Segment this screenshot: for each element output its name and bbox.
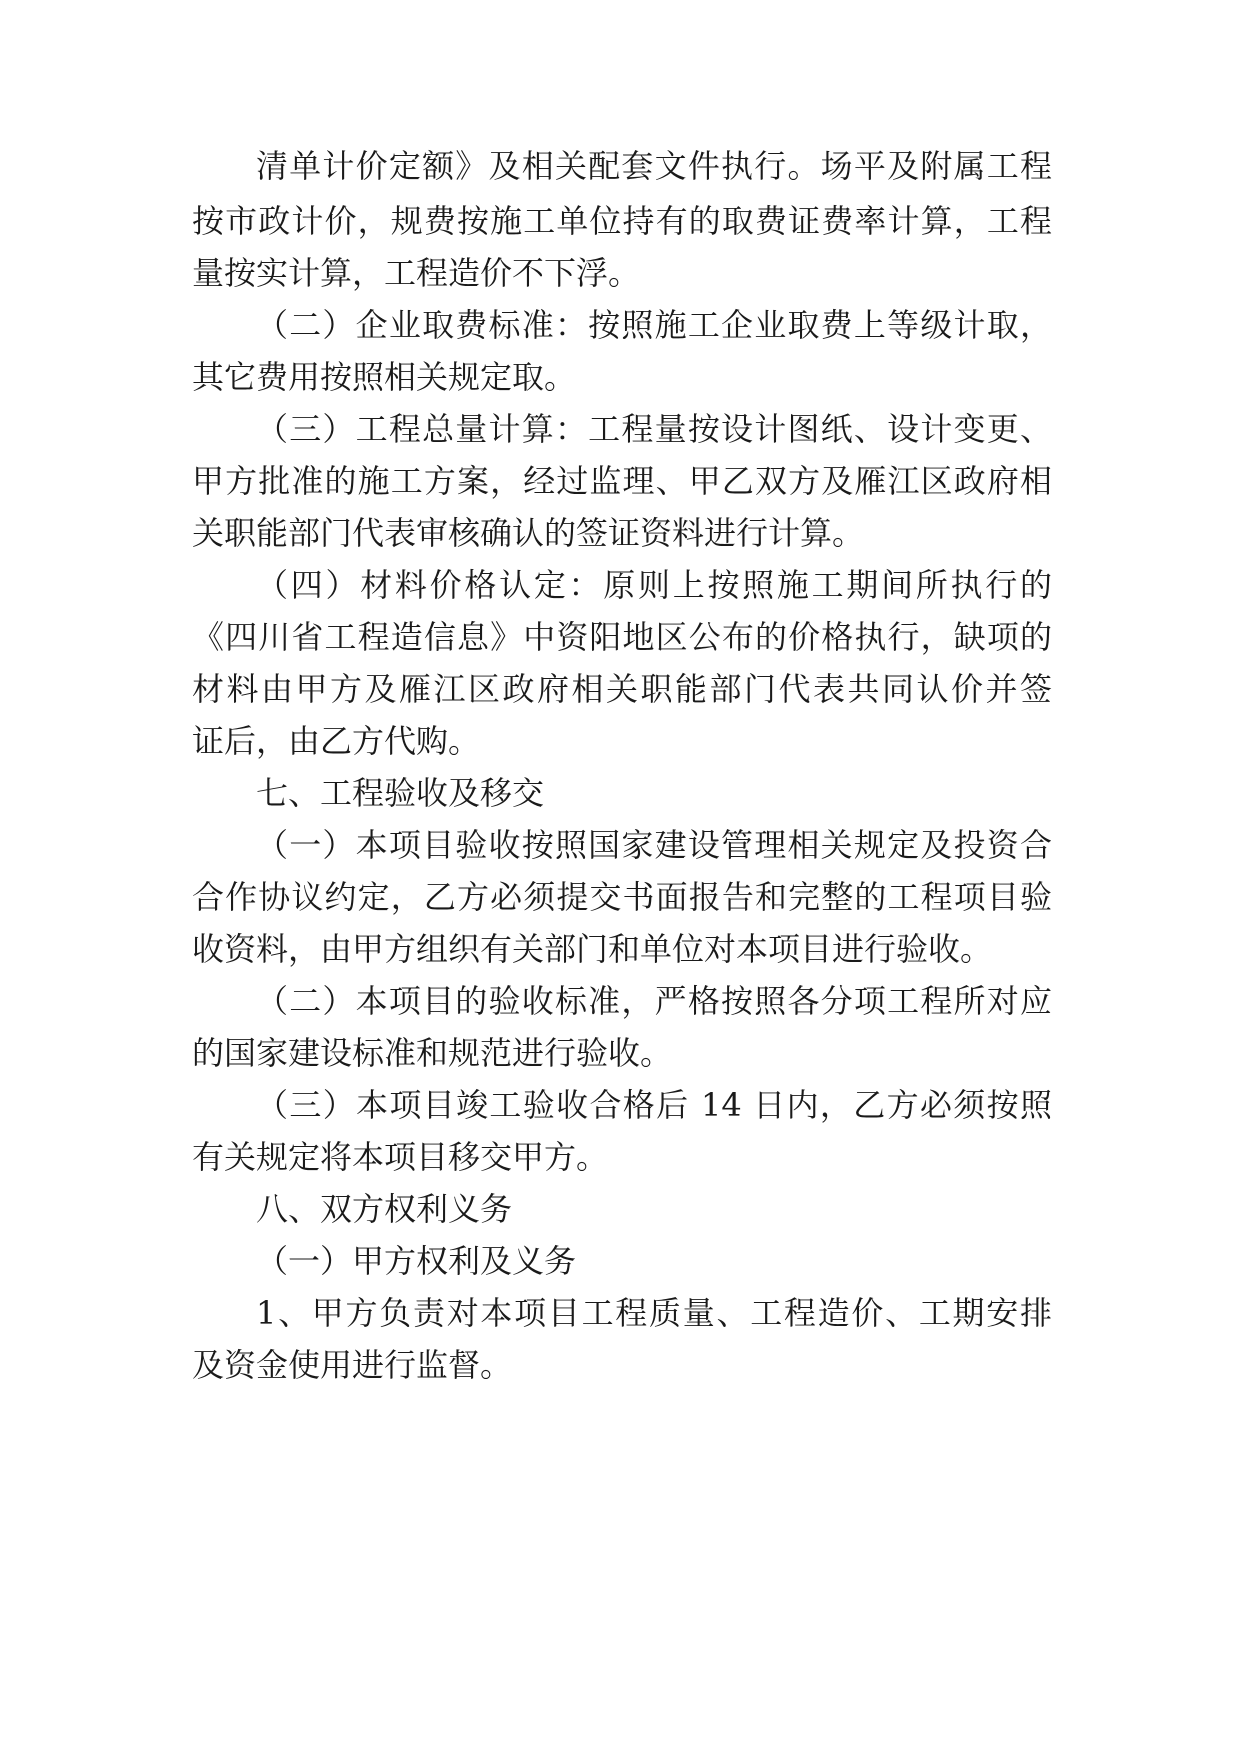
- text-line-18: 的国家建设标准和规范进行验收。: [192, 1034, 673, 1072]
- text-line-3: 量按实计算，工程造价不下浮。: [192, 254, 641, 292]
- text-line-4: （二）企业取费标准：按照施工企业取费上等级计取，: [256, 306, 1052, 344]
- text-line-16: 收资料，由甲方组织有关部门和单位对本项目进行验收。: [192, 930, 993, 968]
- section-heading-7: 七、工程验收及移交: [256, 774, 545, 812]
- text-line-11: 材料由甲方及雁江区政府相关职能部门代表共同认价并签: [192, 670, 1052, 708]
- text-line-8: 关职能部门代表审核确认的签证资料进行计算。: [192, 514, 865, 552]
- text-line-12: 证后，由乙方代购。: [192, 722, 481, 760]
- text-line-9: （四）材料价格认定：原则上按照施工期间所执行的: [256, 566, 1052, 604]
- text-line-17: （二）本项目的验收标准，严格按照各分项工程所对应: [256, 982, 1052, 1020]
- text-line-7: 甲方批准的施工方案，经过监理、甲乙双方及雁江区政府相: [192, 462, 1052, 500]
- text-line-20: 有关规定将本项目移交甲方。: [192, 1138, 609, 1176]
- text-line-1: 清单计价定额》及相关配套文件执行。场平及附属工程: [256, 147, 1052, 185]
- text-line-14: （一）本项目验收按照国家建设管理相关规定及投资合: [256, 826, 1052, 864]
- text-line-6: （三）工程总量计算：工程量按设计图纸、设计变更、: [256, 410, 1052, 448]
- text-line-24: 及资金使用进行监督。: [192, 1346, 513, 1384]
- text-line-19: （三）本项目竣工验收合格后 14 日内，乙方必须按照: [256, 1086, 1052, 1124]
- text-line-23: 1、甲方负责对本项目工程质量、工程造价、工期安排: [256, 1294, 1052, 1332]
- text-line-15: 合作协议约定，乙方必须提交书面报告和完整的工程项目验: [192, 878, 1052, 916]
- text-line-10: 《四川省工程造信息》中资阳地区公布的价格执行，缺项的: [192, 618, 1052, 656]
- subsection-heading-1: （一）甲方权利及义务: [256, 1242, 577, 1280]
- text-line-5: 其它费用按照相关规定取。: [192, 358, 577, 396]
- section-heading-8: 八、双方权利义务: [256, 1190, 513, 1228]
- text-line-2: 按市政计价，规费按施工单位持有的取费证费率计算，工程: [192, 202, 1052, 240]
